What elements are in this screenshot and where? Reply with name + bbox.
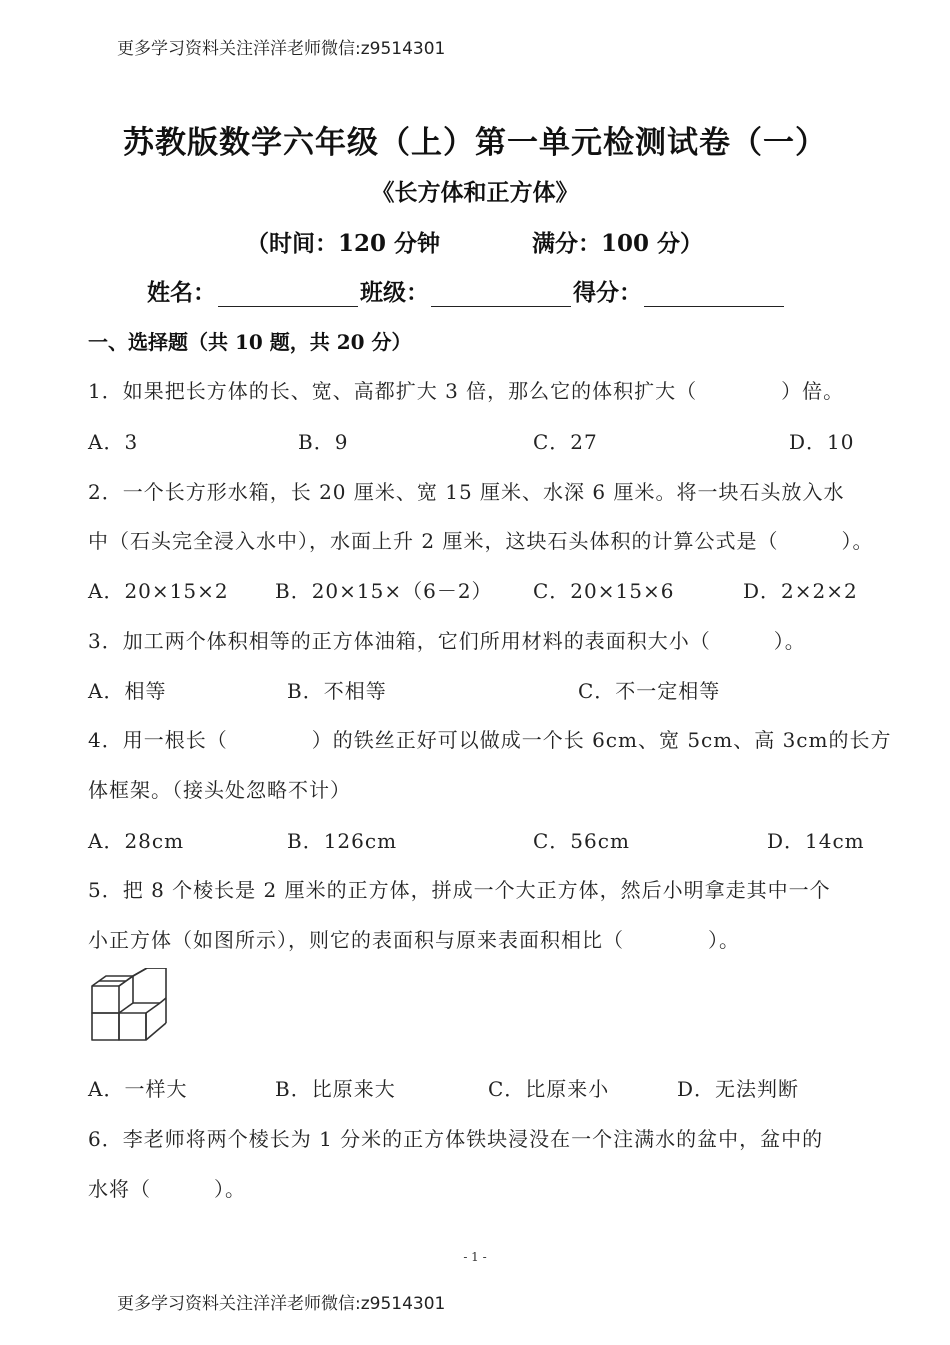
question-2-line-1: 2．一个长方形水箱，长 20 厘米、宽 15 厘米、水深 6 厘米。将一块石头放入水	[88, 480, 845, 504]
class-label: 班级：	[360, 279, 429, 306]
question-4-line-1: 4．用一根长（ ）的铁丝正好可以做成一个长 6cm、宽 5cm、高 3cm的长方	[88, 728, 892, 752]
q2-option-d: D．2×2×2	[743, 579, 858, 603]
q5-option-d: D．无法判断	[677, 1077, 800, 1101]
exam-title: 苏教版数学六年级（上）第一单元检测试卷（一）	[123, 125, 827, 161]
cube-right-bottom-edge	[146, 1023, 166, 1040]
name-blank[interactable]	[218, 284, 358, 307]
q4-option-c: C．56cm	[533, 829, 630, 853]
q5-option-a: A．一样大	[88, 1077, 188, 1101]
question-1-line-1: 1．如果把长方体的长、宽、高都扩大 3 倍，那么它的体积扩大（ ）倍。	[88, 379, 845, 403]
cube-front-bottom-left	[92, 1013, 119, 1040]
q1-option-d: D．10	[789, 430, 855, 454]
question-2-line-2: 中（石头完全浸入水中），水面上升 2 厘米，这块石头体积的计算公式是（ ）。	[88, 529, 874, 553]
cube-front-top-left	[92, 986, 119, 1013]
footer-note: 更多学习资料关注洋洋老师微信:z9514301	[117, 1294, 446, 1314]
question-5-line-1: 5．把 8 个棱长是 2 厘米的正方体，拼成一个大正方体，然后小明拿走其中一个	[88, 878, 831, 902]
q1-option-a: A．3	[88, 430, 139, 454]
q3-option-c: C．不一定相等	[578, 679, 721, 703]
header-note: 更多学习资料关注洋洋老师微信:z9514301	[117, 39, 446, 59]
section-heading: 一、选择题（共 10 题，共 20 分）	[88, 330, 412, 354]
question-3-line-1: 3．加工两个体积相等的正方体油箱，它们所用材料的表面积大小（ ）。	[88, 629, 806, 653]
class-blank[interactable]	[431, 284, 571, 307]
q3-option-b: B．不相等	[287, 679, 387, 703]
q3-option-a: A．相等	[88, 679, 167, 703]
q4-option-d: D．14cm	[767, 829, 865, 853]
cube-top-back-edge	[133, 968, 166, 976]
q2-option-b: B．20×15×（6－2）	[275, 579, 493, 603]
question-5-line-2: 小正方体（如图所示），则它的表面积与原来表面积相比（ ）。	[88, 928, 740, 952]
cube-front-bottom-right	[119, 1013, 146, 1040]
q4-option-b: B．126cm	[287, 829, 398, 853]
q4-option-a: A．28cm	[88, 829, 185, 853]
q2-option-a: A．20×15×2	[88, 579, 229, 603]
q2-option-c: C．20×15×6	[533, 579, 675, 603]
score-info: 满分：100 分）	[532, 230, 704, 257]
question-6-line-1: 6．李老师将两个棱长为 1 分米的正方体铁块浸没在一个注满水的盆中，盆中的	[88, 1127, 824, 1151]
page-number: - 1 -	[463, 1250, 487, 1264]
q1-option-c: C．27	[533, 430, 598, 454]
question-4-line-2: 体框架。（接头处忽略不计）	[88, 778, 351, 802]
q5-option-b: B．比原来大	[275, 1077, 396, 1101]
q1-option-b: B．9	[298, 430, 349, 454]
score-label: 得分：	[573, 279, 642, 306]
name-label: 姓名：	[147, 279, 216, 306]
cube-figure	[86, 968, 172, 1048]
q5-option-c: C．比原来小	[488, 1077, 610, 1101]
time-info: （时间：120 分钟	[246, 230, 441, 257]
question-6-line-2: 水将（ ）。	[88, 1177, 246, 1201]
score-blank[interactable]	[644, 284, 784, 307]
exam-subtitle: 《长方体和正方体》	[371, 179, 579, 206]
cube-removed-floor-edge	[146, 1003, 160, 1013]
student-info-row	[147, 274, 786, 307]
